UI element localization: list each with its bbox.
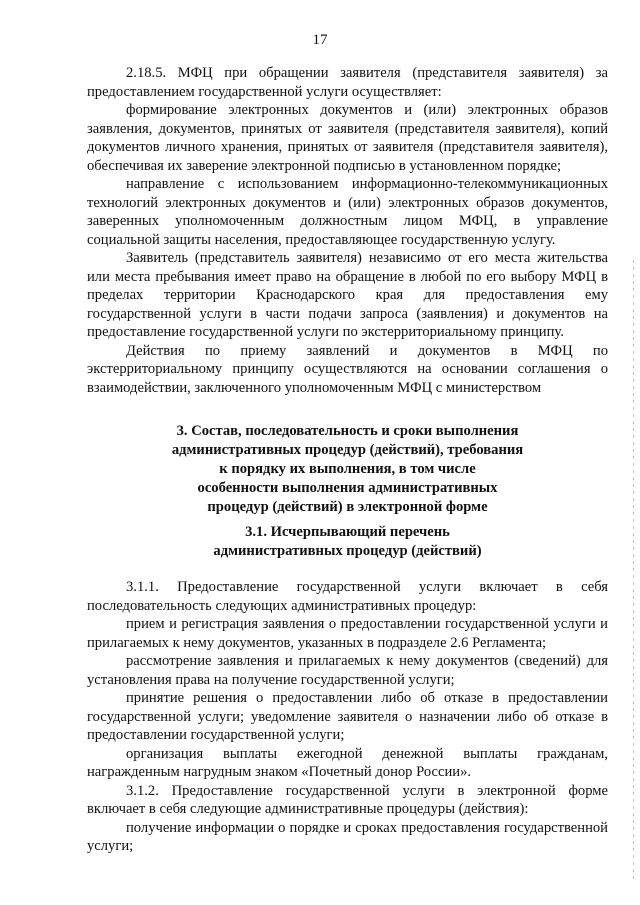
paragraph: 3.1.2. Предоставление государственной услуги в электронной форме включает в себя следующие административные процедуры (действия): [87,782,608,817]
heading-line: особенности выполнения административных [197,480,498,496]
paragraph: Заявитель (представитель заявителя) независимо от его места жительства или места пребывания имеет право на обращение в любой по его выбору МФЦ в пределах территории Краснодарского края для предоставления ему государственной услуги в части подачи запроса (заявления) и документов на предоставление государственной услуги по экстерриториальному принципу. [87,250,608,340]
paragraph: формирование электронных документов и (или) электронных образов заявления, документов, принятых от заявителя (представителя заявителя), копий документов личного хранения, принятых от заявителя (представителя заявителя), обеспечивая их заверение электронной подписью в установленном порядке; [87,102,608,174]
heading-line: процедур (действий) в электронной форме [207,499,488,515]
heading-line: к порядку их выполнения, в том числе [219,461,476,477]
heading-line: административных процедур (действий), требования [171,442,524,458]
paragraph: 3.1.1. Предоставление государственной услуги включает в себя последовательность следующих административных процедур: [87,579,608,614]
paragraph: организация выплаты ежегодной денежной выплаты гражданам, награжденным нагрудным знаком «Почетный донор России». [87,745,608,780]
scan-edge-mark [633,260,634,880]
paragraph: принятие решения о предоставлении либо об отказе в предоставлении государственной услуги; уведомление заявителя о назначении либо об отказе в предоставлении государственной услуги; [87,690,608,743]
paragraph: получение информации о порядке и сроках предоставления государственной услуги; [87,819,608,854]
paragraph: 2.18.5. МФЦ при обращении заявителя (представителя заявителя) за предоставлением государственной услуги осуществляет: [87,65,608,100]
subsection-heading [87,523,608,561]
paragraph: рассмотрение заявления и прилагаемых к нему документов (сведений) для установления права на получение государственной услуги; [87,653,608,688]
section-heading [87,422,608,517]
heading-line: административных процедур (действий) [213,543,482,559]
paragraph: Действия по приему заявлений и документов в МФЦ по экстерриториальному принципу осуществляются на основании соглашения о взаимодействии, заключенного уполномоченным МФЦ с министерством [87,342,608,396]
page-number: 17 [312,32,328,48]
heading-line: 3. Состав, последовательность и сроки выполнения [176,423,519,439]
procedures-section [87,578,608,856]
intro-section [87,64,608,397]
paragraph: направление с использованием информационно-телекоммуникационных технологий электронных документов и (или) электронных образов документов, заверенных уполномоченным должностным лицом МФЦ, в управление социальной защиты населения, предоставляющее государственную услугу. [87,176,608,248]
heading-line: 3.1. Исчерпывающий перечень [245,524,450,540]
paragraph: прием и регистрация заявления о предоставлении государственной услуги и прилагаемых к нему документов, указанных в подразделе 2.6 Регламента; [87,616,608,651]
